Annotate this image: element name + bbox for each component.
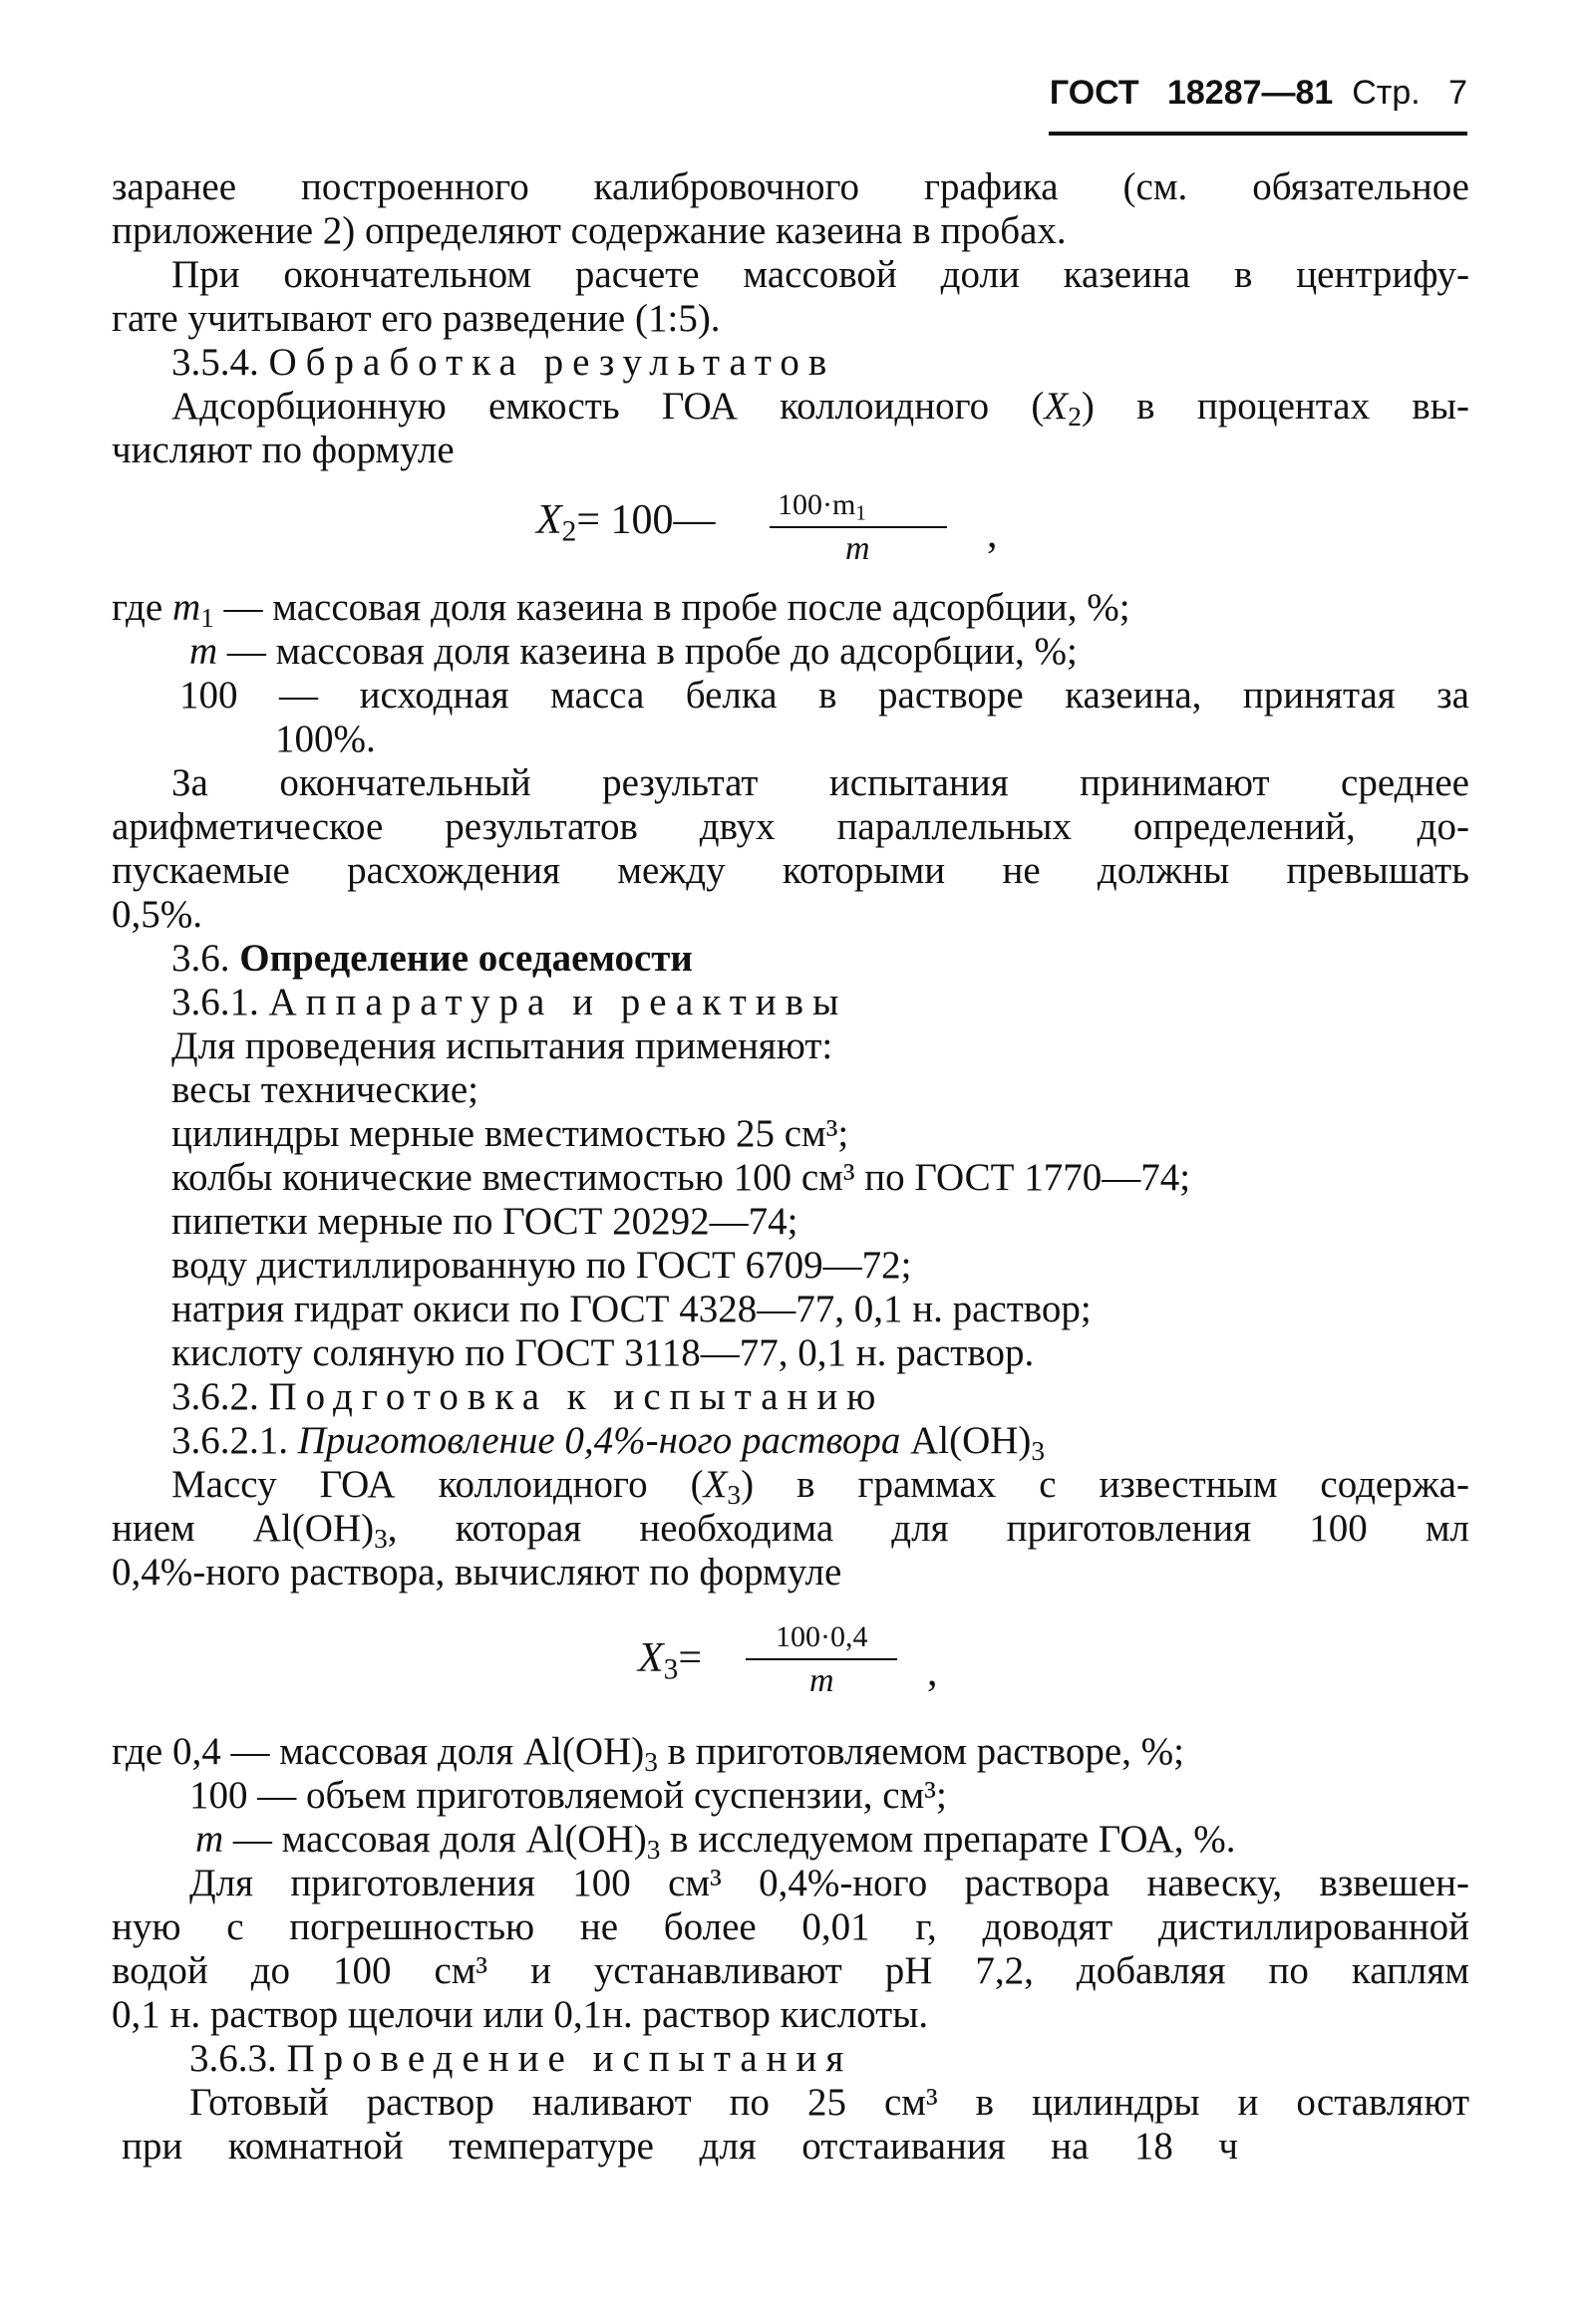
text-line: гате учитывают его разведение (1:5). (112, 297, 721, 340)
text-line: водой до 100 см³ и устанавливают pH 7,2, добавляя по каплям (112, 1949, 1469, 1992)
formula-x2-denominator: m (845, 530, 870, 567)
list-item: цилиндры мерные вместимостью 25 см³; (171, 1112, 849, 1155)
formula-x3-trail: , (927, 1649, 938, 1695)
legend-m-ah: m — массовая доля $Al(OH)_3$ в исследуемом препарате ГОА, %. (195, 1818, 1236, 1865)
formula-x2-trail: , (987, 511, 998, 557)
formula-x2: $X_2=$ 100— (536, 497, 716, 548)
formula-x3: $X_3=$ (638, 1635, 703, 1686)
text-line: ную с погрешностью не более 0,01 г, доводят дистиллированной (112, 1905, 1469, 1948)
legend-m1: где $m_1$ — массовая доля казеина в пробе после адсорбции, %; (112, 586, 1130, 633)
text-line: при комнатной температуре для отстаивания на 18 ч (122, 2125, 1238, 2168)
text-line: числяют по формуле (112, 429, 455, 471)
text-line: арифметическое результатов двух параллельных определений, до- (112, 805, 1469, 848)
text-line: заранее построенного калибровочного графика (см. обязательное (112, 165, 1469, 208)
text-line: Адсорбционную емкость ГОА коллоидного $(X_2)$ в процентах вы- (171, 385, 1469, 432)
section-number: 3.5.4. (171, 341, 259, 384)
text-line: Для проведения испытания применяют: (171, 1024, 833, 1067)
header-page-label: Стр. (1352, 74, 1421, 112)
section-heading-3-6-2-1: 3.6.2.1. Приготовление 0,4%-ного раствора $Al(OH)_3$ (171, 1419, 1046, 1466)
formula-x2-fraction-bar (770, 526, 947, 528)
list-item: пипетки мерные по ГОСТ 20292—74; (171, 1200, 798, 1243)
text-line: Готовый раствор наливают по 25 см³ в цилиндры и оставляют (189, 2081, 1469, 2124)
section-heading-3-6-3: 3.6.3. Проведение испытания (189, 2037, 853, 2080)
legend-100: 100 — исходная масса белка в растворе казеина, принятая за (179, 674, 1469, 717)
formula-x3-denominator: m (809, 1662, 834, 1699)
text-line: нием $Al(OH)_3$, которая необходима для приготовления 100 мл (112, 1507, 1469, 1554)
legend-m: m — массовая доля казеина в пробе до адсорбции, %; (189, 630, 1078, 673)
section-heading-3-5-4 (171, 341, 835, 385)
section-heading-3-6-2: 3.6.2. Подготовка к испытанию (171, 1375, 885, 1418)
text-line: 0,4%-ного раствора, вычисляют по формуле (112, 1551, 842, 1594)
list-item: кислоту соляную по ГОСТ 3118—77, 0,1 н. раствор. (171, 1331, 1035, 1374)
text-line: Массу ГОА коллоидного $(X_3)$ в граммах с известным содержа- (171, 1463, 1469, 1510)
text-line: приложение 2) определяют содержание казеина в пробах. (112, 209, 1067, 252)
list-item: воду дистиллированную по ГОСТ 6709—72; (171, 1244, 912, 1287)
header-gost: ГОСТ (1049, 74, 1139, 112)
text-line: При окончательном расчете массовой доли казеина в центрифу- (171, 253, 1469, 296)
text-line: 0,1 н. раствор щелочи или 0,1н. раствор кислоты. (112, 1993, 929, 2036)
list-item: натрия гидрат окиси по ГОСТ 4328—77, 0,1 н. раствор; (171, 1288, 1092, 1330)
section-title: Обработка результатов (268, 341, 836, 384)
formula-x2-numerator: $100\cdot m_1$ (778, 488, 866, 525)
section-heading-3-6-1: 3.6.1. Аппаратура и реактивы (171, 981, 848, 1023)
legend-100-volume: 100 — объем приготовляемой суспензии, см³; (189, 1774, 947, 1817)
legend-100-cont: 100%. (275, 718, 376, 760)
text-line: Для приготовления 100 см³ 0,4%-ного раствора навеску, взвешен- (189, 1862, 1469, 1904)
text-line: пускаемые расхождения между которыми не должны превышать (112, 849, 1469, 892)
formula-x3-numerator: 100·0,4 (776, 1620, 868, 1653)
header-page-number: 7 (1448, 74, 1467, 112)
legend-0-4: где 0,4 — массовая доля $Al(OH)_3$ в приготовляемом растворе, %; (112, 1730, 1185, 1777)
header-rule (1049, 132, 1467, 136)
header-standard-number: 18287—81 (1166, 74, 1334, 112)
section-heading-3-6: 3.6. Определение оседаемости (171, 937, 693, 980)
formula-x3-fraction-bar (746, 1658, 897, 1660)
list-item: колбы конические вместимостью 100 см³ по ГОСТ 1770—74; (171, 1156, 1191, 1199)
list-item: весы технические; (171, 1068, 478, 1111)
text-line: За окончательный результат испытания принимают среднее (171, 761, 1469, 804)
page-header (1049, 74, 1467, 134)
text-line: 0,5%. (112, 893, 202, 936)
